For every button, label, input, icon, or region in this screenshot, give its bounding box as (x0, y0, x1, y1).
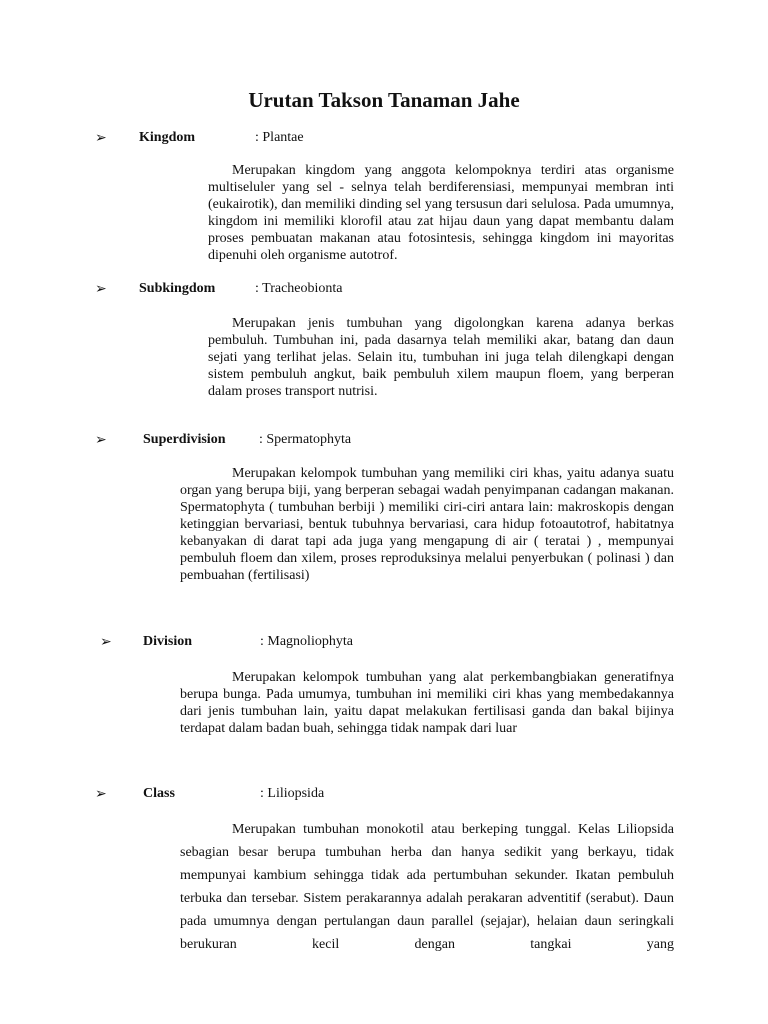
arrow-bullet-icon: ➢ (95, 433, 107, 448)
taxon-name: Superdivision (143, 432, 226, 447)
taxon-name: Kingdom (139, 130, 196, 145)
arrow-bullet-icon: ➢ (95, 131, 107, 146)
page-title: Urutan Takson Tanaman Jahe (248, 88, 520, 112)
taxon-class (95, 786, 655, 804)
arrow-bullet-icon: ➢ (100, 635, 112, 650)
arrow-bullet-icon: ➢ (95, 282, 107, 297)
taxon-description: Merupakan tumbuhan monokotil atau berkeping tunggal. Kelas Liliopsida sebagian besar berupa tumbuhan herba dan hanya sedikit yang berkayu, tidak mempunyai kambium sehingga tidak ada pertumbuhan sekunder. Ikatan pembuluh terbuka dan tersebar. Sistem perakarannya adalah perakaran adventitif (serabut). Daun pada umumnya dengan pertulangan daun parallel (sejajar), helaian daun seringkali berukuran kecil dengan tangkai yang (180, 822, 674, 952)
taxon-value: : Magnoliophyta (260, 634, 353, 649)
taxon-description: Merupakan jenis tumbuhan yang digolongkan karena adanya berkas pembuluh. Tumbuhan ini, pada dasarnya telah memiliki akar, batang dan daun sejati yang terlihat jelas. Selain itu, tumbuhan ini juga telah dilengkapi dengan sistem pembuluh angkut, baik pembuluh xilem maupun floem, yang berperan dalam proses transport nutrisi. (208, 316, 674, 399)
taxon-description: Merupakan kelompok tumbuhan yang memiliki ciri khas, yaitu adanya suatu organ yang berupa biji, yang berperan sebagai wadah penyimpanan cadangan makanan. Spermatophyta ( tumbuhan berbiji ) memiliki ciri-ciri antara lain: makroskopis dengan ketinggian bervariasi, bentuk tubuhnya bervariasi, cara hidup fotoautotrof, habitatnya kebanyakan di darat tapi ada juga yang mengapung di air ( teratai ) , mempunyai pembuluh floem dan xilem, proses reproduksinya melalui penyerbukan ( polinasi ) dan pembuahan (fertilisasi) (180, 466, 674, 583)
taxon-division (100, 634, 660, 652)
taxon-name: Subkingdom (139, 281, 216, 296)
arrow-bullet-icon: ➢ (95, 787, 107, 802)
taxon-kingdom (95, 130, 655, 148)
taxon-description: Merupakan kingdom yang anggota kelompoknya terdiri atas organisme multiseluler yang sel - selnya telah berdiferensiasi, mempunyai membran inti (eukairotik), dan memiliki dinding sel yang tersusun dari selulosa. Pada umumnya, kingdom ini memiliki klorofil atau zat hijau daun yang dapat membantu dalam proses pembuatan makanan atau fotosintesis, sehingga kingdom ini mayoritas dipenuhi oleh organisme autotrof. (208, 163, 674, 263)
taxon-subkingdom (95, 281, 655, 299)
taxon-name: Class (143, 786, 175, 801)
taxon-name: Division (143, 634, 193, 649)
taxon-value: : Tracheobionta (255, 281, 343, 296)
taxon-value: : Spermatophyta (259, 432, 352, 447)
taxon-superdivision (95, 432, 655, 450)
taxon-description: Merupakan kelompok tumbuhan yang alat perkembangbiakan generatifnya berupa bunga. Pada umumya, tumbuhan ini memiliki ciri khas yang membedakannya dari jenis tumbuhan lain, yaitu dapat melakukan fertilisasi ganda dan bakal bijinya terdapat dalam badan buah, sehingga tidak nampak dari luar (180, 670, 674, 736)
taxon-value: : Liliopsida (260, 786, 325, 801)
taxon-value: : Plantae (255, 130, 304, 145)
